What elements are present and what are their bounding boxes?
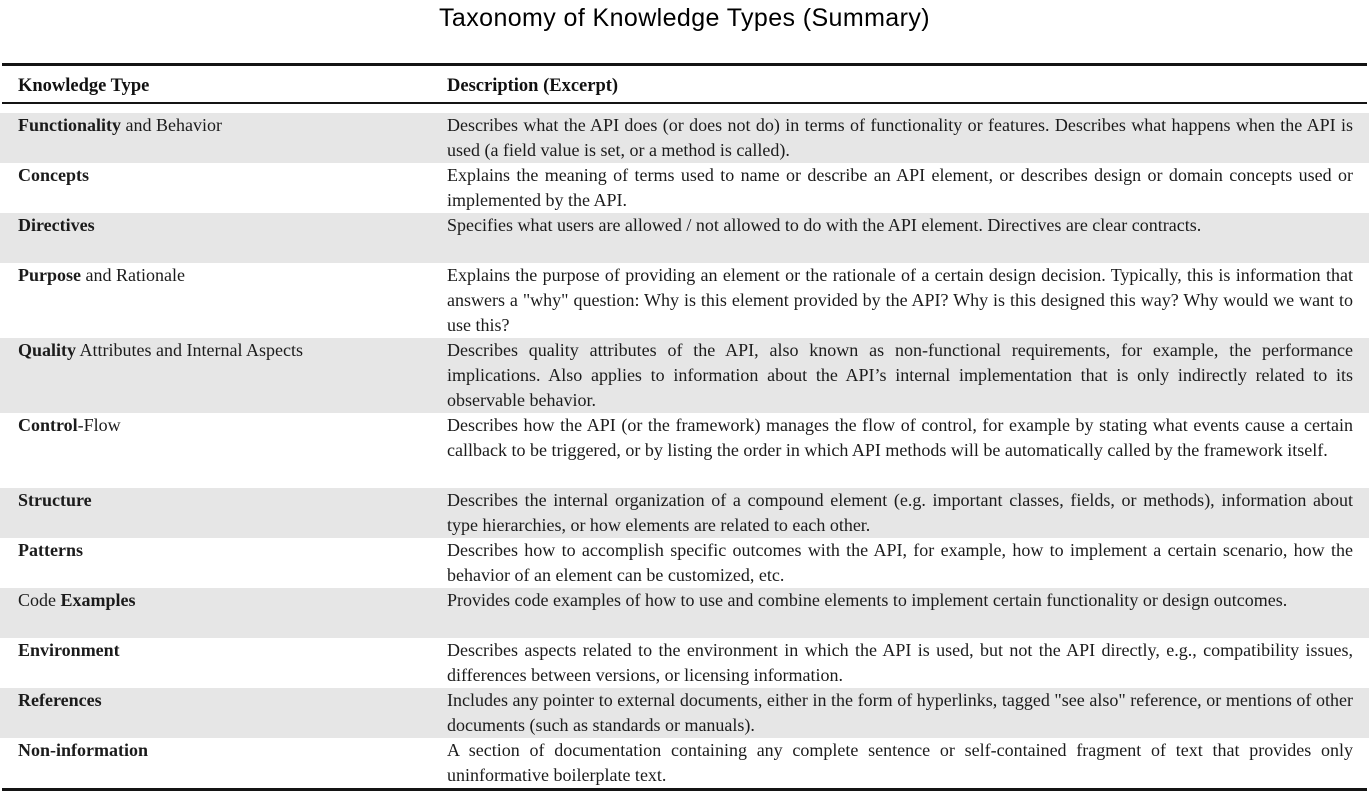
description-cell: Explains the purpose of providing an element or the rationale of a certain design decision. Typically, this is information that answers a "why" question: Why is this element provided by the API? Why is this designed this way? Why would we want to use this? [447,265,1353,335]
description-cell: Explains the meaning of terms used to name or describe an API element, or describes design or domain concepts used or implemented by the API. [447,165,1353,210]
knowledge-type-label-segment: Directives [18,215,95,235]
knowledge-type-cell [0,113,447,163]
knowledge-type-label-segment: and Rationale [81,265,185,285]
table-row [0,638,1369,688]
knowledge-type-cell [0,213,447,263]
description-cell: A section of documentation containing any complete sentence or self-contained fragment of text that provides only uninformative boilerplate text. [447,740,1353,785]
page-title: Taxonomy of Knowledge Types (Summary) [439,4,930,32]
description-cell: Provides code examples of how to use and combine elements to implement certain functionality or design outcomes. [447,590,1288,610]
table-row [0,163,1369,213]
table-row [0,213,1369,263]
description-cell: Describes how the API (or the framework) manages the flow of control, for example by stating what events cause a certain callback to be triggered, or by listing the order in which API methods will be automatically called by the framework itself. [447,415,1353,460]
column-header-knowledge-type: Knowledge Type [18,76,150,96]
table-row [0,413,1369,488]
knowledge-type-label-segment: Concepts [18,165,89,185]
table-row [0,588,1369,638]
table-row [0,338,1369,413]
description-cell: Includes any pointer to external documents, either in the form of hyperlinks, tagged "see also" reference, or mentions of other documents (such as standards or manuals). [447,690,1353,735]
knowledge-type-label-segment: Patterns [18,540,83,560]
description-cell: Describes aspects related to the environment in which the API is used, but not the API directly, e.g., compatibility issues, differences between versions, or licensing information. [447,640,1353,685]
table-row [0,113,1369,163]
knowledge-type-cell [0,413,447,488]
knowledge-type-cell [0,163,447,213]
knowledge-type-label-segment: Functionality [18,115,122,135]
knowledge-type-label-segment: Code [18,590,61,610]
knowledge-type-label-segment: Structure [18,490,92,510]
knowledge-type-label-segment: Control [18,415,78,435]
header-body-gap [0,104,1369,113]
knowledge-type-cell [0,738,447,788]
knowledge-type-cell [0,338,447,413]
knowledge-type-label-segment: Environment [18,640,120,660]
knowledge-type-cell [0,538,447,588]
knowledge-type-label-segment: Quality [18,340,77,360]
knowledge-type-cell [0,263,447,338]
knowledge-type-cell [0,588,447,638]
description-cell: Describes what the API does (or does not do) in terms of functionality or features. Describes what happens when the API is used (a field value is set, or a method is called). [447,115,1353,160]
knowledge-type-cell [0,488,447,538]
description-cell: Describes quality attributes of the API, also known as non-functional requirements, for example, the performance implications. Also applies to information about the API’s internal implementation that is only indirectly related to its observable behavior. [447,340,1353,410]
description-cell: Describes the internal organization of a compound element (e.g. important classes, fields, or methods), information about type hierarchies, or how elements are related to each other. [447,490,1353,535]
table-header-row [0,66,1369,102]
table-row [0,538,1369,588]
description-cell: Describes how to accomplish specific outcomes with the API, for example, how to implement a certain scenario, how the behavior of an element can be customized, etc. [447,540,1353,585]
table-bottom-rule [2,788,1367,791]
table-row [0,263,1369,338]
knowledge-type-label-segment: Examples [60,590,136,610]
knowledge-type-label-segment: and Behavior [121,115,222,135]
table-row [0,688,1369,738]
knowledge-type-label-segment: References [18,690,102,710]
knowledge-type-label-segment: -Flow [77,415,121,435]
knowledge-type-label-segment: Purpose [18,265,81,285]
description-cell: Specifies what users are allowed / not allowed to do with the API element. Directives are clear contracts. [447,215,1202,235]
table-row [0,488,1369,538]
table-body [0,113,1369,788]
table-row [0,738,1369,788]
knowledge-type-label-segment: Non-information [18,740,148,760]
knowledge-type-label-segment: Attributes and Internal Aspects [76,340,303,360]
knowledge-type-cell [0,688,447,738]
knowledge-type-cell [0,638,447,688]
column-header-description: Description (Excerpt) [447,76,619,96]
